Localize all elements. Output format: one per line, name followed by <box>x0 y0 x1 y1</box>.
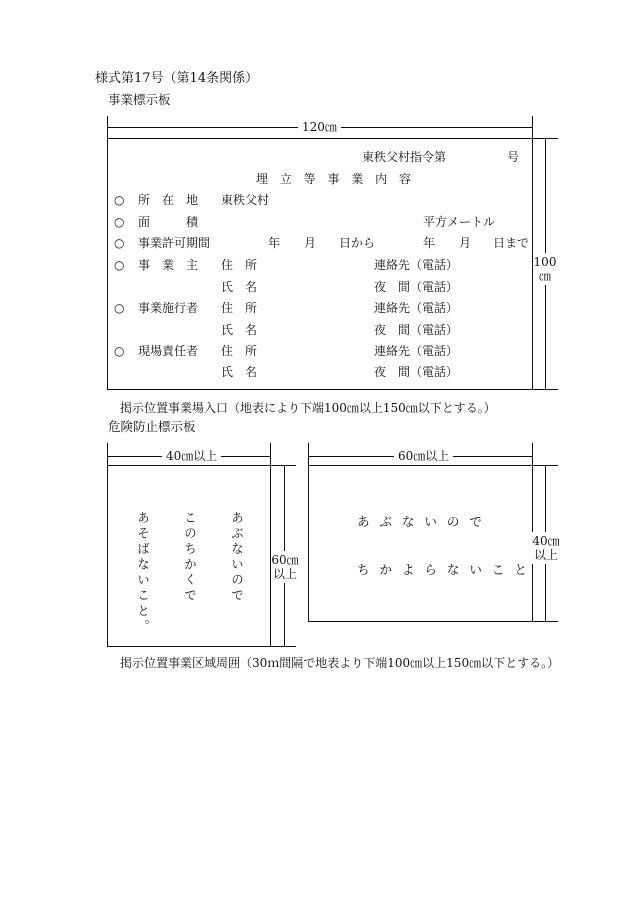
row-bullet: ○ <box>114 258 125 272</box>
sign1-heading: 埋 立 等 事 業 内 容 <box>256 172 411 186</box>
label-area: 面 積 <box>138 215 199 229</box>
label-site-manager: 現場責任者 <box>138 344 199 358</box>
permit-number-prefix: 東秩父村指令第 <box>362 150 447 164</box>
label-contractor: 事業施行者 <box>138 301 199 315</box>
section2-title: 危険防止標示板 <box>108 419 196 434</box>
manager-name-label: 氏 名 <box>221 365 258 379</box>
contractor-contact-label: 連絡先（電話） <box>374 301 459 315</box>
period-month-start: 月 <box>304 236 317 250</box>
contractor-night-contact-label: 夜 間（電話） <box>374 323 459 337</box>
period-year-end: 年 <box>423 236 436 250</box>
dim-tick-left <box>308 443 309 465</box>
manager-night-contact-label: 夜 間（電話） <box>374 365 459 379</box>
period-month-end: 月 <box>459 236 472 250</box>
sign3-height-label: 40㎝ 以上 <box>532 534 560 562</box>
value-area-unit: 平方メートル <box>423 215 496 229</box>
dim-tick-right <box>270 443 271 465</box>
warning-line-1: あ ぶ な い の で <box>357 514 482 529</box>
warning-line-2: このちかくで <box>182 511 198 604</box>
section1-title: 事業標示板 <box>108 92 171 107</box>
contractor-address-label: 住 所 <box>221 301 258 315</box>
owner-address-label: 住 所 <box>221 258 258 272</box>
owner-contact-label: 連絡先（電話） <box>374 258 459 272</box>
value-location: 東秩父村 <box>221 193 270 207</box>
dim-tick-left <box>107 443 108 465</box>
label-permit-period: 事業許可期間 <box>138 236 211 250</box>
period-day-from: 日から <box>339 236 376 250</box>
row-bullet: ○ <box>114 301 125 315</box>
sign3-board <box>308 465 533 622</box>
permit-number-suffix: 号 <box>507 150 520 164</box>
form-title: 様式第17号（第14条関係） <box>95 71 259 86</box>
sign3-width-label: 60㎝以上 <box>394 450 453 462</box>
row-bullet: ○ <box>114 193 125 207</box>
label-business-owner: 事 業 主 <box>138 258 199 272</box>
contractor-name-label: 氏 名 <box>221 323 258 337</box>
warning-line-1: あぶないので <box>229 511 245 604</box>
row-bullet: ○ <box>114 344 125 358</box>
sign1-width-label: 120㎝ <box>298 121 341 133</box>
owner-name-label: 氏 名 <box>221 280 258 294</box>
sign1-height-label: 100 ㎝ <box>533 255 557 283</box>
placement-note-2: 掲示位置事業区域周囲（30ｍ間隔で地表より下端100㎝以上150㎝以下とする。） <box>120 656 560 670</box>
manager-contact-label: 連絡先（電話） <box>374 344 459 358</box>
label-location: 所 在 地 <box>138 193 199 207</box>
placement-note-1: 掲示位置事業場入口（地表により下端100㎝以上150㎝以下とする。） <box>120 401 496 415</box>
dim-tick-right <box>532 443 533 465</box>
period-day-to: 日まで <box>493 236 530 250</box>
row-bullet: ○ <box>114 236 125 250</box>
row-bullet: ○ <box>114 215 125 229</box>
warning-line-3: あそばないこと。 <box>135 511 151 635</box>
manager-address-label: 住 所 <box>221 344 258 358</box>
owner-night-contact-label: 夜 間（電話） <box>374 280 459 294</box>
warning-line-2: ち か よ ら な い こ と <box>357 562 527 577</box>
sign2-height-label: 60㎝ 以上 <box>271 553 299 581</box>
period-year-start: 年 <box>268 236 281 250</box>
sign2-width-label: 40㎝以上 <box>162 450 221 462</box>
